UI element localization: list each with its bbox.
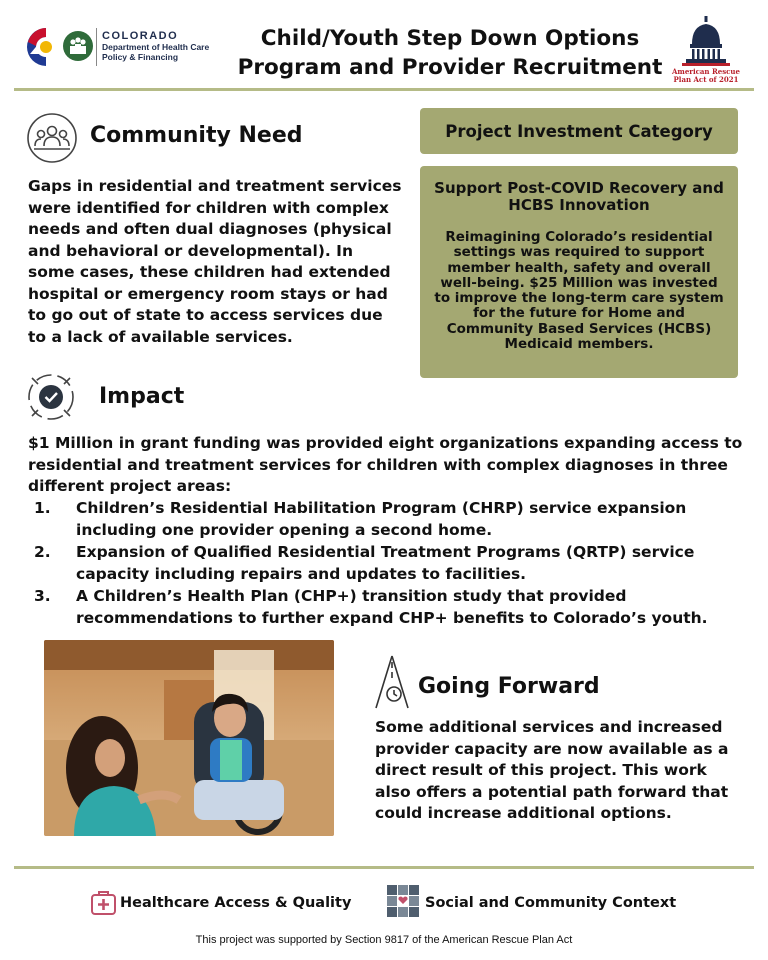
arp-line1: American Rescue [672, 67, 740, 76]
caregiver-child-photo [44, 640, 334, 836]
funding-note: This project was supported by Section 9817 of the American Rescue Plan Act [195, 934, 573, 946]
list-item-number: 3. [34, 587, 51, 605]
photo-illustration [44, 640, 334, 836]
community-need-heading: Community Need [90, 123, 303, 148]
impact-intro: $1 Million in grant funding was provided eight organizations expanding access to residential and treatment services for children with complex diagnoses in three different project areas: [28, 434, 743, 495]
list-item-number: 2. [34, 543, 51, 561]
investment-description: Reimagining Colorado’s residential settings was required to support member health, safety and overall well-being. $25 Million was invested to improve the long-term care system for the future for Home and Community Based Services (HCBS) Medicaid members. [434, 229, 724, 353]
going-forward-body: Some additional services and increased provider capacity are now available as a direct result of this project. This work also offers a potential path forward that could increase additional options. [375, 718, 729, 822]
arp-label [662, 68, 750, 84]
dept-name [102, 30, 209, 62]
footer-rule [14, 866, 754, 869]
logo-divider [96, 28, 97, 66]
list-item [28, 541, 752, 585]
impact-heading: Impact [99, 384, 185, 409]
medical-kit-icon [90, 889, 117, 916]
going-forward-heading: Going Forward [418, 674, 600, 699]
list-item-text: Children’s Residential Habilitation Program (CHRP) service expansion including one provider opening a second home. [76, 499, 687, 539]
investment-category-name: Support Post-COVID Recovery and HCBS Innovation [434, 179, 724, 214]
list-item [28, 497, 752, 541]
hcpf-badge: HCPF [50, 52, 64, 58]
org-dept-line2: Policy & Financing [102, 52, 179, 62]
title-line2: Program and Provider Recruitment [237, 55, 663, 80]
header-rule [14, 88, 754, 91]
title-line1: Child/Youth Step Down Options [260, 26, 640, 51]
people-group-icon [26, 112, 78, 164]
investment-category-label: Project Investment Category [420, 108, 738, 154]
list-item-text: Expansion of Qualified Residential Treatment Programs (QRTP) service capacity including repairs and updates to facilities. [76, 543, 695, 583]
road-ahead-icon [372, 654, 412, 710]
list-item-number: 1. [34, 499, 51, 517]
org-name: COLORADO [102, 30, 179, 42]
community-need-body: Gaps in residential and treatment services were identified for children with complex needs and often dual diagnoses (physical and behavioral or developmental). In some cases, these children had extended hospital or emergency room stays or had to go out of state to access services due to a lack of available services. [28, 177, 402, 346]
community-heart-icon [386, 884, 420, 918]
arp-line2: Plan Act of 2021 [673, 75, 739, 84]
page-header [0, 0, 768, 92]
list-item-text: A Children’s Health Plan (CHP+) transition study that provided recommendations to further expand CHP+ benefits to Colorado’s youth. [76, 587, 708, 627]
footer-tag-social: Social and Community Context [425, 895, 677, 911]
target-check-icon [26, 372, 76, 422]
page-title [230, 24, 670, 82]
investment-detail-box [420, 166, 738, 378]
footer-tag-healthcare: Healthcare Access & Quality [120, 895, 352, 911]
impact-list [28, 497, 752, 629]
list-item [28, 585, 752, 629]
org-dept-line1: Department of Health Care [102, 42, 210, 52]
